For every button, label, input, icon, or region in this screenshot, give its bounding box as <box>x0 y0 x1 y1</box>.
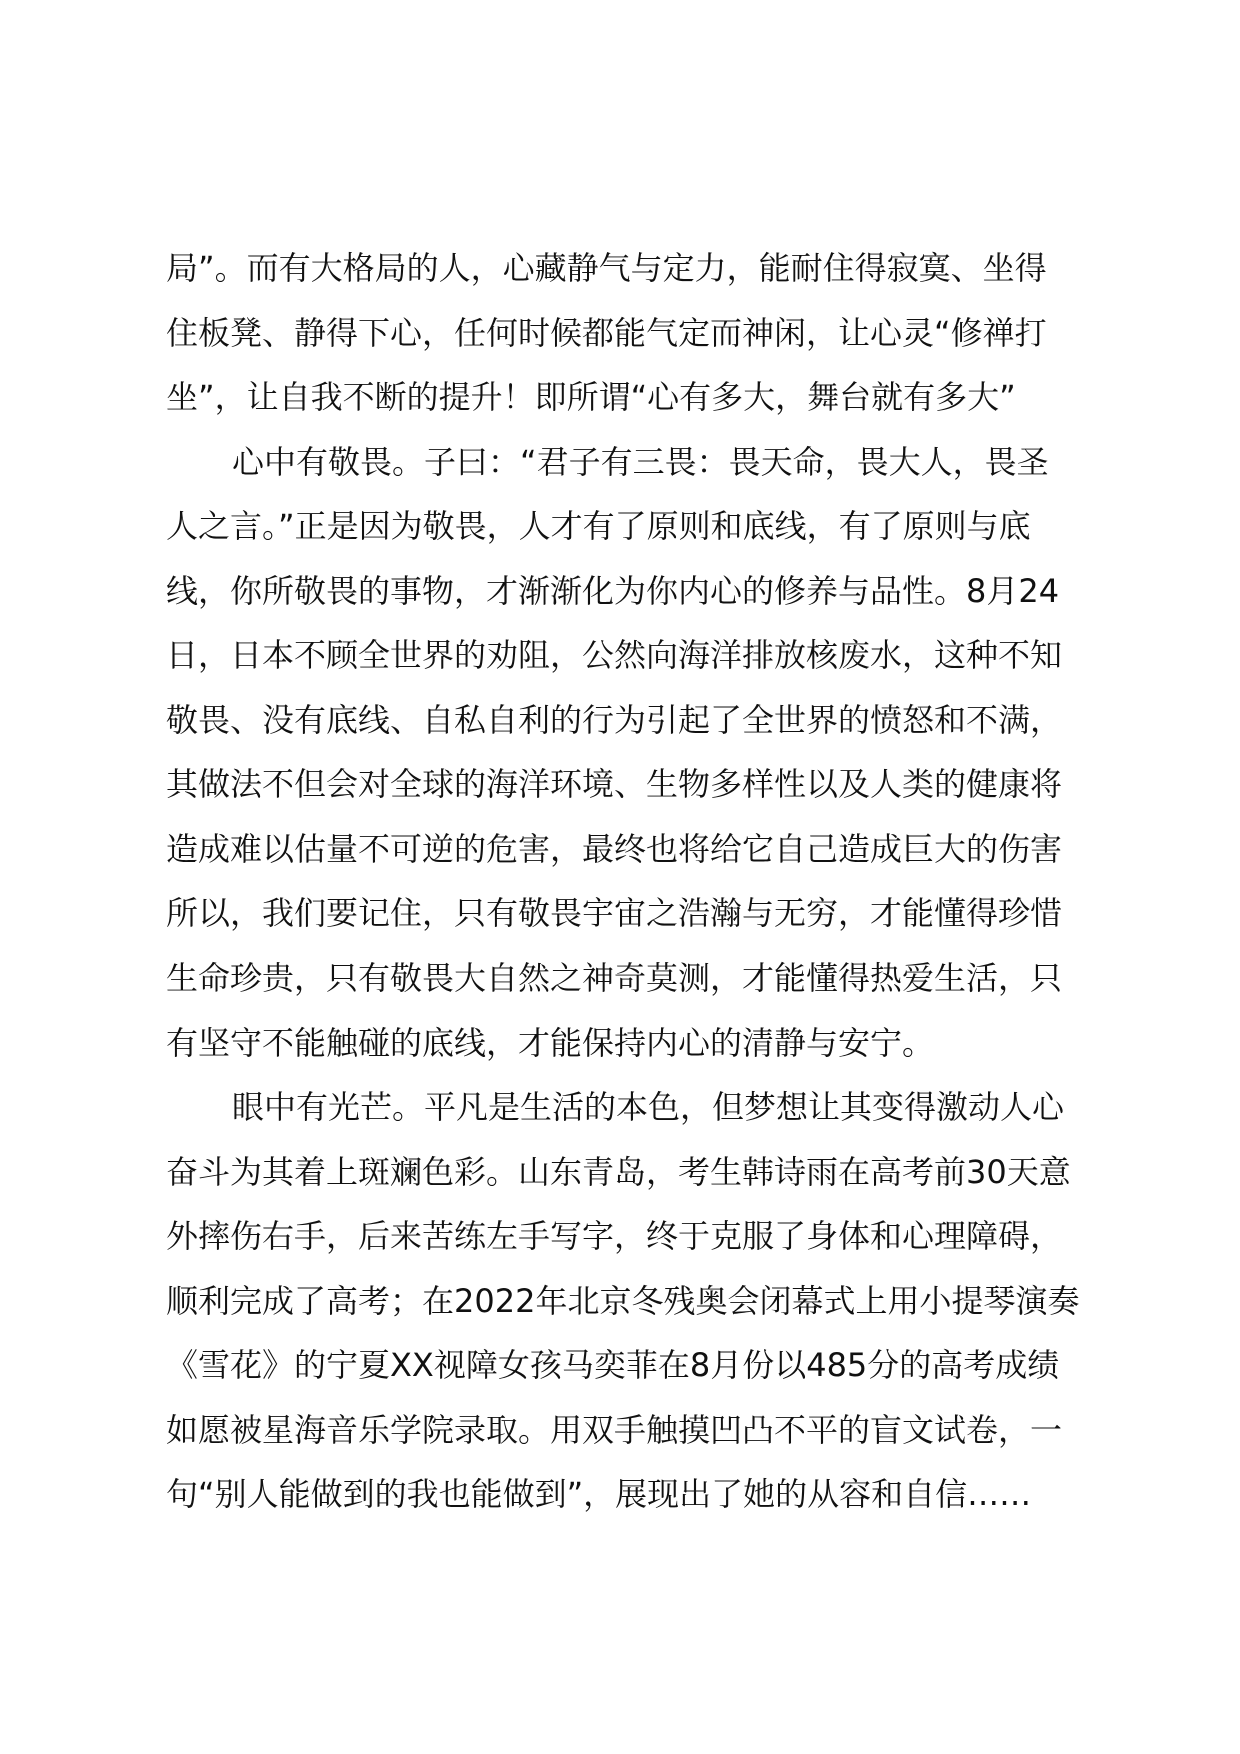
text-line: 所以，我们要记住，只有敬畏宇宙之浩瀚与无穷，才能懂得珍惜 <box>166 894 1063 933</box>
document-body <box>166 236 1106 1527</box>
paragraph-start-line: 心中有敬畏。子曰：“君子有三畏：畏天命，畏大人，畏圣 <box>232 442 1049 481</box>
text-line: 日，日本不顾全世界的劝阻，公然向海洋排放核废水，这种不知 <box>166 636 1063 675</box>
text-line: 坐”，让自我不断的提升！即所谓“心有多大，舞台就有多大” <box>166 378 1016 417</box>
text-line: 生命珍贵，只有敬畏大自然之神奇莫测，才能懂得热爱生活，只 <box>166 959 1063 998</box>
text-line: 住板凳、静得下心，任何时候都能气定而神闲，让心灵“修禅打 <box>166 313 1047 352</box>
text-line: 敬畏、没有底线、自私自利的行为引起了全世界的愤怒和不满， <box>166 700 1063 739</box>
text-line: 有坚守不能触碰的底线，才能保持内心的清静与安宁。 <box>166 1023 935 1062</box>
text-line: 其做法不但会对全球的海洋环境、生物多样性以及人类的健康将 <box>166 765 1063 804</box>
text-line: 外摔伤右手，后来苦练左手写字，终于克服了身体和心理障碍， <box>166 1217 1063 1256</box>
paragraph-start-line: 眼中有光芒。平凡是生活的本色，但梦想让其变得激动人心 <box>232 1088 1065 1127</box>
text-line: 奋斗为其着上斑斓色彩。山东青岛，考生韩诗雨在高考前30天意 <box>166 1152 1071 1191</box>
text-line: 造成难以估量不可逆的危害，最终也将给它自己造成巨大的伤害 <box>166 829 1063 868</box>
text-line: 如愿被星海音乐学院录取。用双手触摸凹凸不平的盲文试卷，一 <box>166 1410 1063 1449</box>
text-line: 《雪花》的宁夏XX视障女孩马奕菲在8月份以485分的高考成绩 <box>166 1346 1060 1385</box>
text-line: 线，你所敬畏的事物，才渐渐化为你内心的修养与品性。8月24 <box>166 571 1060 610</box>
text-line: 句“别人能做到的我也能做到”，展现出了她的从容和自信…… <box>166 1475 1032 1514</box>
text-line: 顺利完成了高考；在2022年北京冬残奥会闭幕式上用小提琴演奏 <box>166 1281 1080 1320</box>
text-line: 局”。而有大格局的人，心藏静气与定力，能耐住得寂寞、坐得 <box>166 249 1047 287</box>
text-line: 人之言。”正是因为敬畏，人才有了原则和底线，有了原则与底 <box>166 507 1031 546</box>
